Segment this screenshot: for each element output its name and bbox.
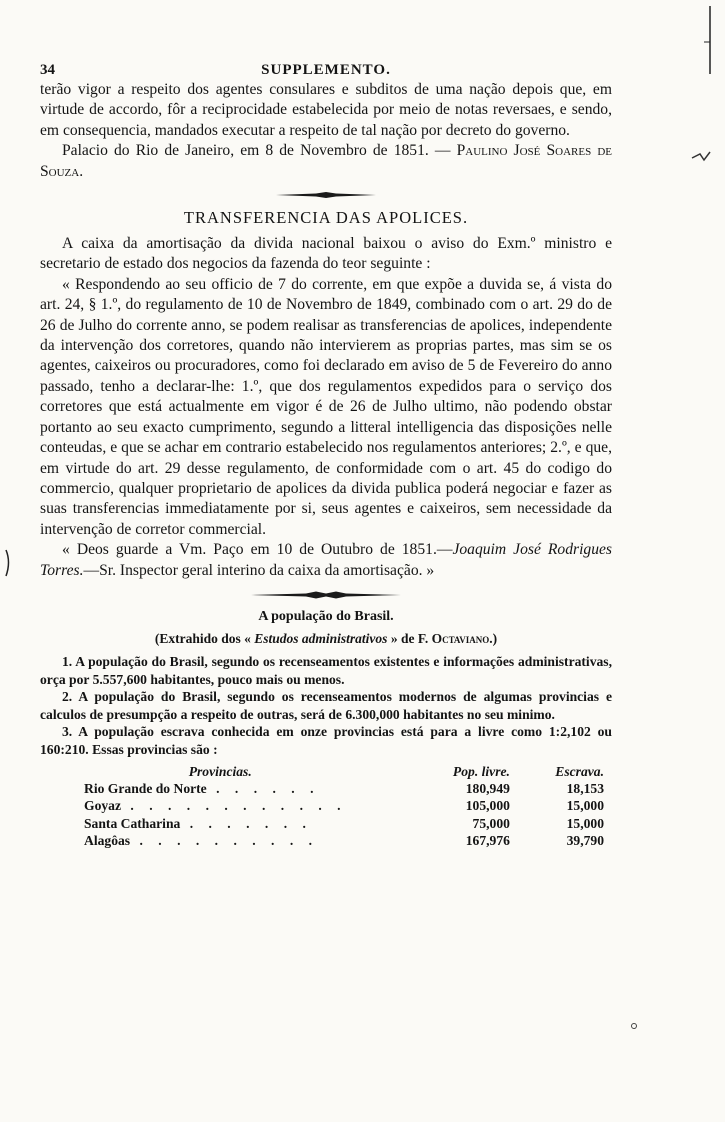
- ornamental-rule: [40, 192, 612, 198]
- closing-signer: Paulino José Soares de Souza.: [40, 142, 612, 180]
- province-name: Alagôas: [84, 833, 131, 849]
- section-title-populacao: A população do Brasil.: [258, 608, 394, 624]
- leader-dots: . . . . . .: [206, 780, 320, 796]
- population-table: [84, 763, 604, 850]
- source-prefix: (Extrahido dos «: [154, 630, 251, 646]
- pop-livre-value: 180,949: [465, 780, 510, 796]
- province-name: Rio Grande do Norte: [84, 780, 207, 796]
- escrava-value: 15,000: [566, 815, 604, 831]
- signoff-paragraph: [40, 540, 612, 581]
- populacao-paragraph-3: 3. A população escrava conhecida em onze provincias está para a livre como 1:2,102 ou 160:210. Essas provincias são :: [40, 724, 612, 757]
- escrava-value: 15,000: [566, 798, 604, 814]
- pop-livre-value: 75,000: [472, 815, 510, 831]
- signoff-text: « Deos guarde a Vm. Paço em 10 de Outubro de 1851.—: [62, 541, 453, 559]
- leader-dots: . . . . . . . . . .: [130, 833, 319, 849]
- page-header: [40, 62, 612, 79]
- table-row: [84, 815, 604, 832]
- header-pop-livre: Pop. livre.: [452, 763, 510, 779]
- table-header-row: [84, 763, 604, 780]
- pop-livre-value: 105,000: [465, 798, 510, 814]
- margin-scan-mark: [690, 148, 714, 164]
- margin-scan-mark: [3, 548, 13, 578]
- page: [40, 62, 612, 850]
- source-line: [40, 631, 612, 647]
- page-number: 34: [40, 62, 55, 78]
- main-text: [40, 80, 612, 182]
- source-suffix: » de F.: [390, 630, 429, 646]
- signoff-name: Joaquim José Rodrigues Torres.: [40, 541, 612, 579]
- header-escrava: Escrava.: [555, 763, 604, 779]
- section-title-apolices: TRANSFERENCIA DAS APOLICES.: [183, 208, 469, 228]
- populacao-text: [40, 653, 612, 759]
- pop-livre-value: 167,976: [465, 833, 510, 849]
- table-row: [84, 797, 604, 814]
- leader-dots: . . . . . . . . . . . .: [121, 798, 347, 814]
- populacao-paragraph-2: 2. A população do Brasil, segundo os recenseamentos modernos de algumas provincias e calculos de presumpção a respeito de outras, será de 6.300,000 habitantes no seu minimo.: [40, 689, 612, 722]
- source-author: Octaviano.): [431, 630, 498, 646]
- table-row: [84, 780, 604, 797]
- closing-text: Palacio do Rio de Janeiro, em 8 de Novembro de 1851. —: [62, 142, 451, 160]
- margin-scan-mark: [700, 6, 714, 76]
- source-work: Estudos administrativos: [254, 630, 388, 646]
- escrava-value: 39,790: [566, 833, 604, 849]
- continuation-paragraph: terão vigor a respeito dos agentes consulares e subditos de uma nação depois que, em virtude de accordo, fôr a reciprocidade estabelecida por meio de notas reversaes, e sendo, em consequencia, mandados executar a respeito de tal nação por decreto do governo.: [40, 81, 612, 139]
- leader-dots: . . . . . . .: [180, 815, 312, 831]
- province-name: Goyaz: [84, 798, 121, 814]
- populacao-paragraph-1: 1. A população do Brasil, segundo os recenseamentos existentes e informações administrativas, orça por 5.557,600 habitantes, pouco mais ou menos.: [40, 653, 612, 687]
- intro-paragraph: A caixa da amortisação da divida nacional baixou o aviso do Exm.º ministro e secretario de estado dos negocios da fazenda do teor seguinte :: [40, 235, 612, 273]
- margin-scan-mark: [630, 1022, 638, 1030]
- table-row: [84, 832, 604, 849]
- signoff-rest: —Sr. Inspector geral interino da caixa da amortisação. »: [83, 561, 435, 579]
- closing-paragraph: [40, 141, 612, 182]
- province-name: Santa Catharina: [84, 815, 181, 831]
- ornamental-rule-2: [40, 591, 612, 599]
- quote-paragraph: « Respondendo ao seu officio de 7 do corrente, em que expõe a duvida se, á vista do art. 24, § 1.º, do regulamento de 10 de Novembro de 1849, combinado com o art. 29 do de 26 de Julho do corrente anno, se podem realisar as transferencias de apolices, independente da intervenção dos corretores, quando não intervierem as proprias partes, mas sim se os agentes, caixeiros ou procuradores, como foi declarado em aviso de 5 de Fevereiro do anno passado, tenho a declarar-lhe: 1.º, que dos regulamentos expedidos para o serviço dos corretores que está actualmente em vigor é de 26 de Julho ultimo, não podendo obstar portanto ao seu exacto cumprimento, segundo a litteral intelligencia das disposições nelle conteudas, e que se achar em contrario estabelecido nos regulamentos anteriores; 2.º, e que, em virtude do art. 29 desse regulamento, de conformidade com o art. 45 do codigo do commercio, qualquer proprietario de apolices da divida publica poderá negociar e fazer as suas transferencias immediatamente por si, seus agentes e caixeiros, sem necessidade da intervenção de corretor commercial.: [40, 275, 612, 538]
- escrava-value: 18,153: [566, 780, 604, 796]
- running-title: SUPPLEMENTO.: [261, 62, 391, 78]
- section-apolices-text: [40, 234, 612, 581]
- header-provincias: Provincias.: [188, 763, 252, 779]
